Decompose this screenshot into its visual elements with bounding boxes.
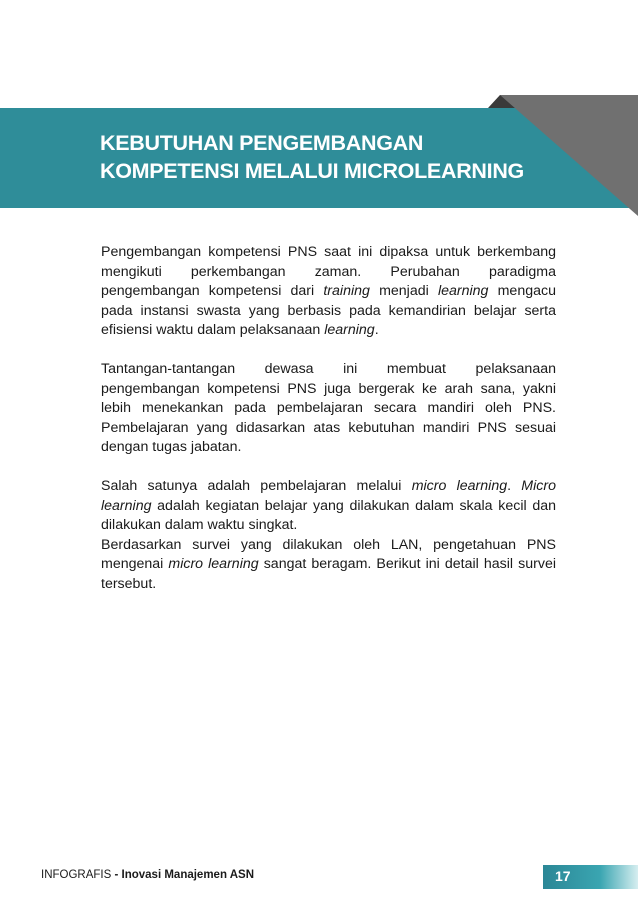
p1-text-g: . [374,322,379,338]
p3-italic-micro-learning: micro learning [411,478,508,494]
p3-text-e: adalah kegiatan belajar yang dilakukan dalam skala kecil dan dilakukan dalam waktu singkat. [101,497,556,533]
body-text [101,243,556,594]
p3-italic-micro-learning-2: Micro learning [101,478,556,514]
p1-italic-learning: learning [437,283,489,299]
footer-subtitle: Inovasi Manajemen ASN [121,869,255,881]
title-line-2: KOMPETENSI MELALUI MICROLEARNING [100,159,524,183]
page-number-badge [543,865,638,889]
p3-text-a: Salah satunya adalah pembelajaran melalui [101,478,412,494]
page-title [100,129,570,185]
p1-text-c: menjadi [369,283,438,299]
paragraph-1 [101,243,556,341]
paragraph-3 [101,477,556,536]
paragraph-2: Tantangan-tantangan dewasa ini membuat pelaksanaan pengembangan kompetensi PNS juga bergerak ke arah sana, yakni lebih menekankan pada pembelajaran secara mandiri oleh PNS. Pembelajaran yang didasarkan atas kebutuhan mandiri PNS sesuai dengan tugas jabatan. [101,361,556,455]
p4-text-a: Berdasarkan survei yang dilakukan oleh LAN, pengetahuan PNS mengenai [101,536,556,572]
p1-italic-learning-2: learning [324,322,375,338]
footer-label: INFOGRAFIS [41,869,112,881]
p1-italic-training: training [323,283,370,299]
corner-decoration [0,0,638,220]
footer-separator: - [111,869,122,881]
p4-italic-micro-learning: micro learning [168,556,259,572]
title-line-1: KEBUTUHAN PENGEMBANGAN [100,131,424,155]
p1-text-e: mengacu pada instansi swasta yang berbasis pada kemandirian belajar serta efisiensi waktu dalam pelaksanaan [101,283,556,338]
p4-text-c: sangat beragam. Berikut ini detail hasil survei tersebut. [101,556,556,592]
p3-text-c: . [507,478,522,494]
p1-text-a: Pengembangan kompetensi PNS saat ini dipaksa untuk berkembang mengikuti perkembangan zaman. Perubahan paradigma pengembangan kompetensi dari [101,244,556,299]
footer-publication [41,869,254,881]
paragraph-4 [101,536,556,595]
page-number: 17 [555,868,571,884]
